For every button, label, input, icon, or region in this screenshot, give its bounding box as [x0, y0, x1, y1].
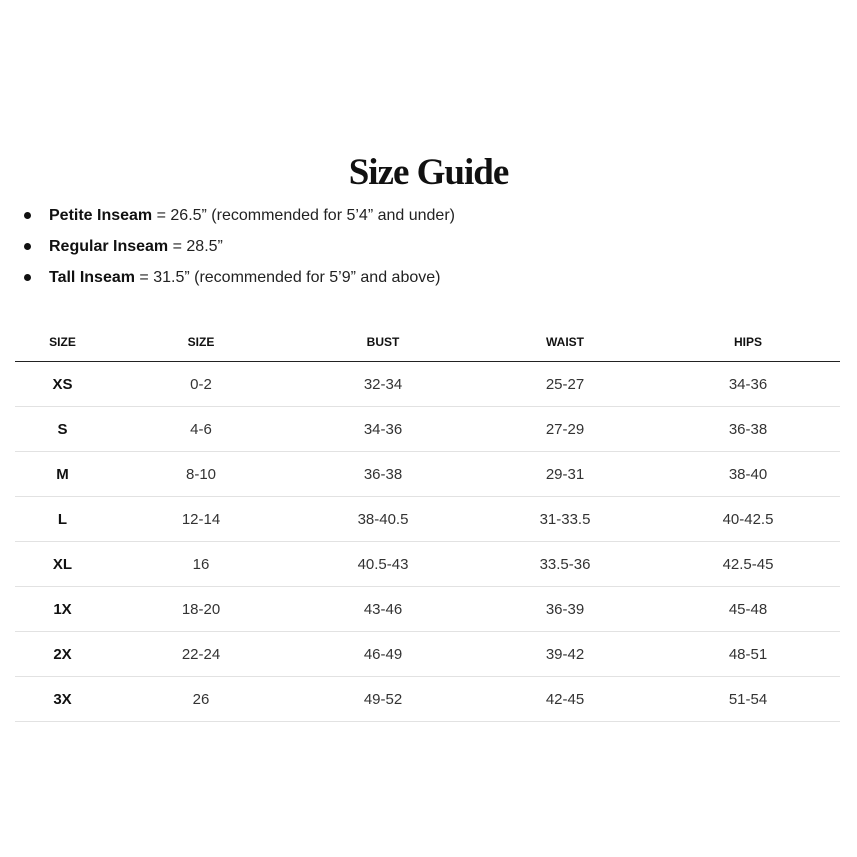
- size-label-cell: 2X: [15, 632, 110, 677]
- size-label-cell: 3X: [15, 677, 110, 722]
- table-row: [15, 497, 840, 542]
- hips-cell: 51-54: [656, 677, 840, 722]
- table-row: [15, 407, 840, 452]
- size-number-cell: 26: [110, 677, 292, 722]
- bullet-icon: [24, 243, 31, 250]
- waist-cell: 25-27: [474, 362, 656, 407]
- header-hips: HIPS: [656, 323, 840, 362]
- inseam-item-petite: [20, 200, 455, 231]
- size-number-cell: 4-6: [110, 407, 292, 452]
- size-label-cell: XL: [15, 542, 110, 587]
- bust-cell: 38-40.5: [292, 497, 474, 542]
- table-row: [15, 362, 840, 407]
- inseam-detail: = 31.5” (recommended for 5’9” and above): [134, 269, 441, 286]
- waist-cell: 42-45: [474, 677, 656, 722]
- size-number-cell: 0-2: [110, 362, 292, 407]
- waist-cell: 27-29: [474, 407, 656, 452]
- bust-cell: 49-52: [292, 677, 474, 722]
- table-header-row: [15, 323, 840, 362]
- table-row: [15, 452, 840, 497]
- inseam-detail: = 26.5” (recommended for 5’4” and under): [152, 207, 455, 224]
- bust-cell: 32-34: [292, 362, 474, 407]
- size-label-cell: L: [15, 497, 110, 542]
- table-row: [15, 632, 840, 677]
- table-row: [15, 677, 840, 722]
- inseam-item-tall: [20, 262, 455, 293]
- size-number-cell: 12-14: [110, 497, 292, 542]
- hips-cell: 48-51: [656, 632, 840, 677]
- bullet-icon: [24, 212, 31, 219]
- inseam-item-regular: [20, 231, 455, 262]
- inseam-name: Petite Inseam: [49, 207, 153, 224]
- bullet-icon: [24, 274, 31, 281]
- inseam-name: Tall Inseam: [49, 269, 135, 286]
- size-label-cell: M: [15, 452, 110, 497]
- hips-cell: 34-36: [656, 362, 840, 407]
- header-size-label: SIZE: [15, 323, 110, 362]
- hips-cell: 36-38: [656, 407, 840, 452]
- table-row: [15, 587, 840, 632]
- waist-cell: 39-42: [474, 632, 656, 677]
- size-label-cell: XS: [15, 362, 110, 407]
- hips-cell: 40-42.5: [656, 497, 840, 542]
- hips-cell: 42.5-45: [656, 542, 840, 587]
- page-title: Size Guide: [348, 151, 509, 193]
- waist-cell: 29-31: [474, 452, 656, 497]
- hips-cell: 45-48: [656, 587, 840, 632]
- header-size-number: SIZE: [110, 323, 292, 362]
- size-label-cell: S: [15, 407, 110, 452]
- bust-cell: 34-36: [292, 407, 474, 452]
- inseam-list: [20, 200, 455, 293]
- hips-cell: 38-40: [656, 452, 840, 497]
- bust-cell: 36-38: [292, 452, 474, 497]
- size-number-cell: 8-10: [110, 452, 292, 497]
- size-number-cell: 22-24: [110, 632, 292, 677]
- header-waist: WAIST: [474, 323, 656, 362]
- inseam-name: Regular Inseam: [49, 238, 169, 255]
- bust-cell: 40.5-43: [292, 542, 474, 587]
- size-table: [15, 323, 840, 722]
- header-bust: BUST: [292, 323, 474, 362]
- waist-cell: 33.5-36: [474, 542, 656, 587]
- bust-cell: 46-49: [292, 632, 474, 677]
- size-number-cell: 18-20: [110, 587, 292, 632]
- bust-cell: 43-46: [292, 587, 474, 632]
- waist-cell: 31-33.5: [474, 497, 656, 542]
- size-label-cell: 1X: [15, 587, 110, 632]
- table-row: [15, 542, 840, 587]
- waist-cell: 36-39: [474, 587, 656, 632]
- inseam-detail: = 28.5”: [168, 238, 223, 255]
- size-number-cell: 16: [110, 542, 292, 587]
